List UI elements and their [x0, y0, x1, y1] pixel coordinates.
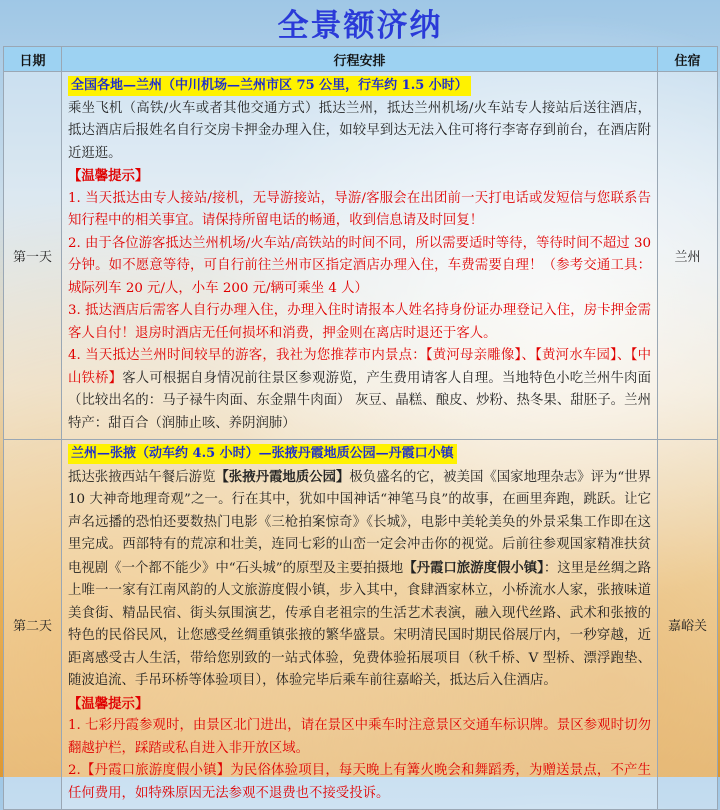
stay-label: 嘉峪关	[658, 440, 718, 810]
table-row-day-2	[4, 440, 718, 810]
route-title: 兰州—张掖（动车约 4.5 小时）—张掖丹霞地质公园—丹霞口小镇	[68, 444, 457, 464]
day-description	[68, 466, 651, 693]
tip-item: 1. 七彩丹霞参观时，由景区北门进出，请在景区中乘车时注意景区交通车标识牌。景区参观时切勿翻越护栏，踩踏或私自进入非开放区域。	[68, 718, 651, 756]
table-row-day-1	[4, 72, 718, 440]
day-2-plan	[62, 440, 658, 810]
tip-item	[68, 345, 651, 435]
tip-text: 客人可根据自身情况前往景区参观游览，产生费用请客人自理。当地特色小吃兰州牛肉面（比较出名的：马子禄牛肉面、东金鼎牛肉面） 灰豆、晶糕、酿皮、炒粉、热冬果、甜胚子。兰州特产：甜百合（润肺止咳、养阴润肺）	[68, 370, 651, 431]
desc-text: ：这里是丝绸之路上唯一一家有江南风韵的人文旅游度假小镇，步入其中，食肆酒家林立，小桥流水人家，张掖味道美食街、精品民宿、街头氛围演艺，传承自老祖宗的生活艺术表演，融入现代丝路、武术和张掖的特色的民俗民风，让您感受丝绸重镇张掖的繁华盛景。宋明清民国时期民俗展厅内，一秒穿越，近距离感受古人生活，带给您别致的一站式体验，免费体验拓展项目（秋千桥、V 型桥、漂浮跑垫、随波追流、手吊环桥等体验项目），体验完毕后乘车前往嘉峪关，抵达后入住酒店。	[68, 560, 651, 688]
spot-name: 【丹霞口旅游度假小镇】	[80, 763, 231, 778]
spot-name: 【张掖丹霞地质公园】	[215, 468, 350, 485]
tip-heading: 【温馨提示】	[68, 168, 149, 184]
tip-item	[68, 760, 651, 805]
desc-text: 抵达张掖西站午餐后游览	[68, 469, 216, 485]
tip-item: 3. 抵达酒店后需客人自行办理入住，办理入住时请报本人姓名持身份证办理登记入住，房卡押金需客人自付！退房时酒店无任何损坏和消费，押金则在离店时退还于客人。	[68, 303, 651, 341]
recommended-spots: 【黄河母亲雕像】、【黄河水车园】、【中山铁桥】	[68, 348, 652, 386]
tip-item: 1. 当天抵达由专人接站/接机，无导游接站，导游/客服会在出团前一天打电话或发短信与您联系告知行程中的相关事宜。请保持所留电话的畅通，收到信息请及时回复！	[68, 190, 651, 228]
spot-name: 【丹霞口旅游度假小镇】	[403, 559, 544, 576]
itinerary-table	[3, 46, 718, 810]
desc-text: 极负盛名的它，被美国《国家地理杂志》评为“世界 10 大神奇地理奇观”之一。行在其中，犹如中国神话“神笔马良”的故事，在画里奔跑，跳跃。让它声名远播的恐怕还要数热门电影《三枪拍案惊奇》《长城》，电影中美轮美奂的外景采集工作即在这里完成。西部特有的荒凉和壮美，连同七彩的山峦一定会冲击你的视觉。后前往参观国家精准扶贫电视剧《一个都不能少》中“石头城”的原型及主要拍摄地	[68, 469, 652, 576]
day-1-plan	[62, 72, 658, 440]
table-header-row	[4, 47, 718, 72]
day-label: 第一天	[4, 72, 62, 440]
day-label: 第二天	[4, 440, 62, 810]
header-day: 日期	[4, 47, 62, 72]
tip-heading: 【温馨提示】	[68, 695, 149, 712]
tip-text: 4. 当天抵达兰州时间较早的游客，我社为您推荐市内景点：	[68, 348, 426, 363]
tip-text: 2.	[68, 763, 81, 778]
header-stay: 住宿	[658, 47, 718, 72]
stay-label: 兰州	[658, 72, 718, 440]
page-title: 全景额济纳	[277, 7, 443, 44]
route-title: 全国各地—兰州（中川机场—兰州市区 75 公里，行车约 1.5 小时）	[68, 76, 471, 96]
tip-item: 2. 由于各位游客抵达兰州机场/火车站/高铁站的时间不同，所以需要适时等待，等待时间不超过 30 分钟。如不愿意等待，可自行前往兰州市区指定酒店办理入住，车费需要自理！（参考交通工具：城际列车 20 元/人，小车 200 元/辆可乘坐 4 人）	[68, 235, 651, 296]
header-plan: 行程安排	[62, 47, 658, 72]
day-description: 乘坐飞机（高铁/火车或者其他交通方式）抵达兰州，抵达兰州机场/火车站专人接站后送往酒店，抵达酒店后报姓名自行交房卡押金办理入住，如较早到达无法入住可将行李寄存到前台，在酒店附近逛逛。	[68, 100, 651, 161]
tip-text: 为民俗体验项目，每天晚上有篝火晚会和舞蹈秀，为赠送景点，不产生任何费用，如特殊原因无法参观不退费也不接受投诉。	[68, 763, 651, 801]
